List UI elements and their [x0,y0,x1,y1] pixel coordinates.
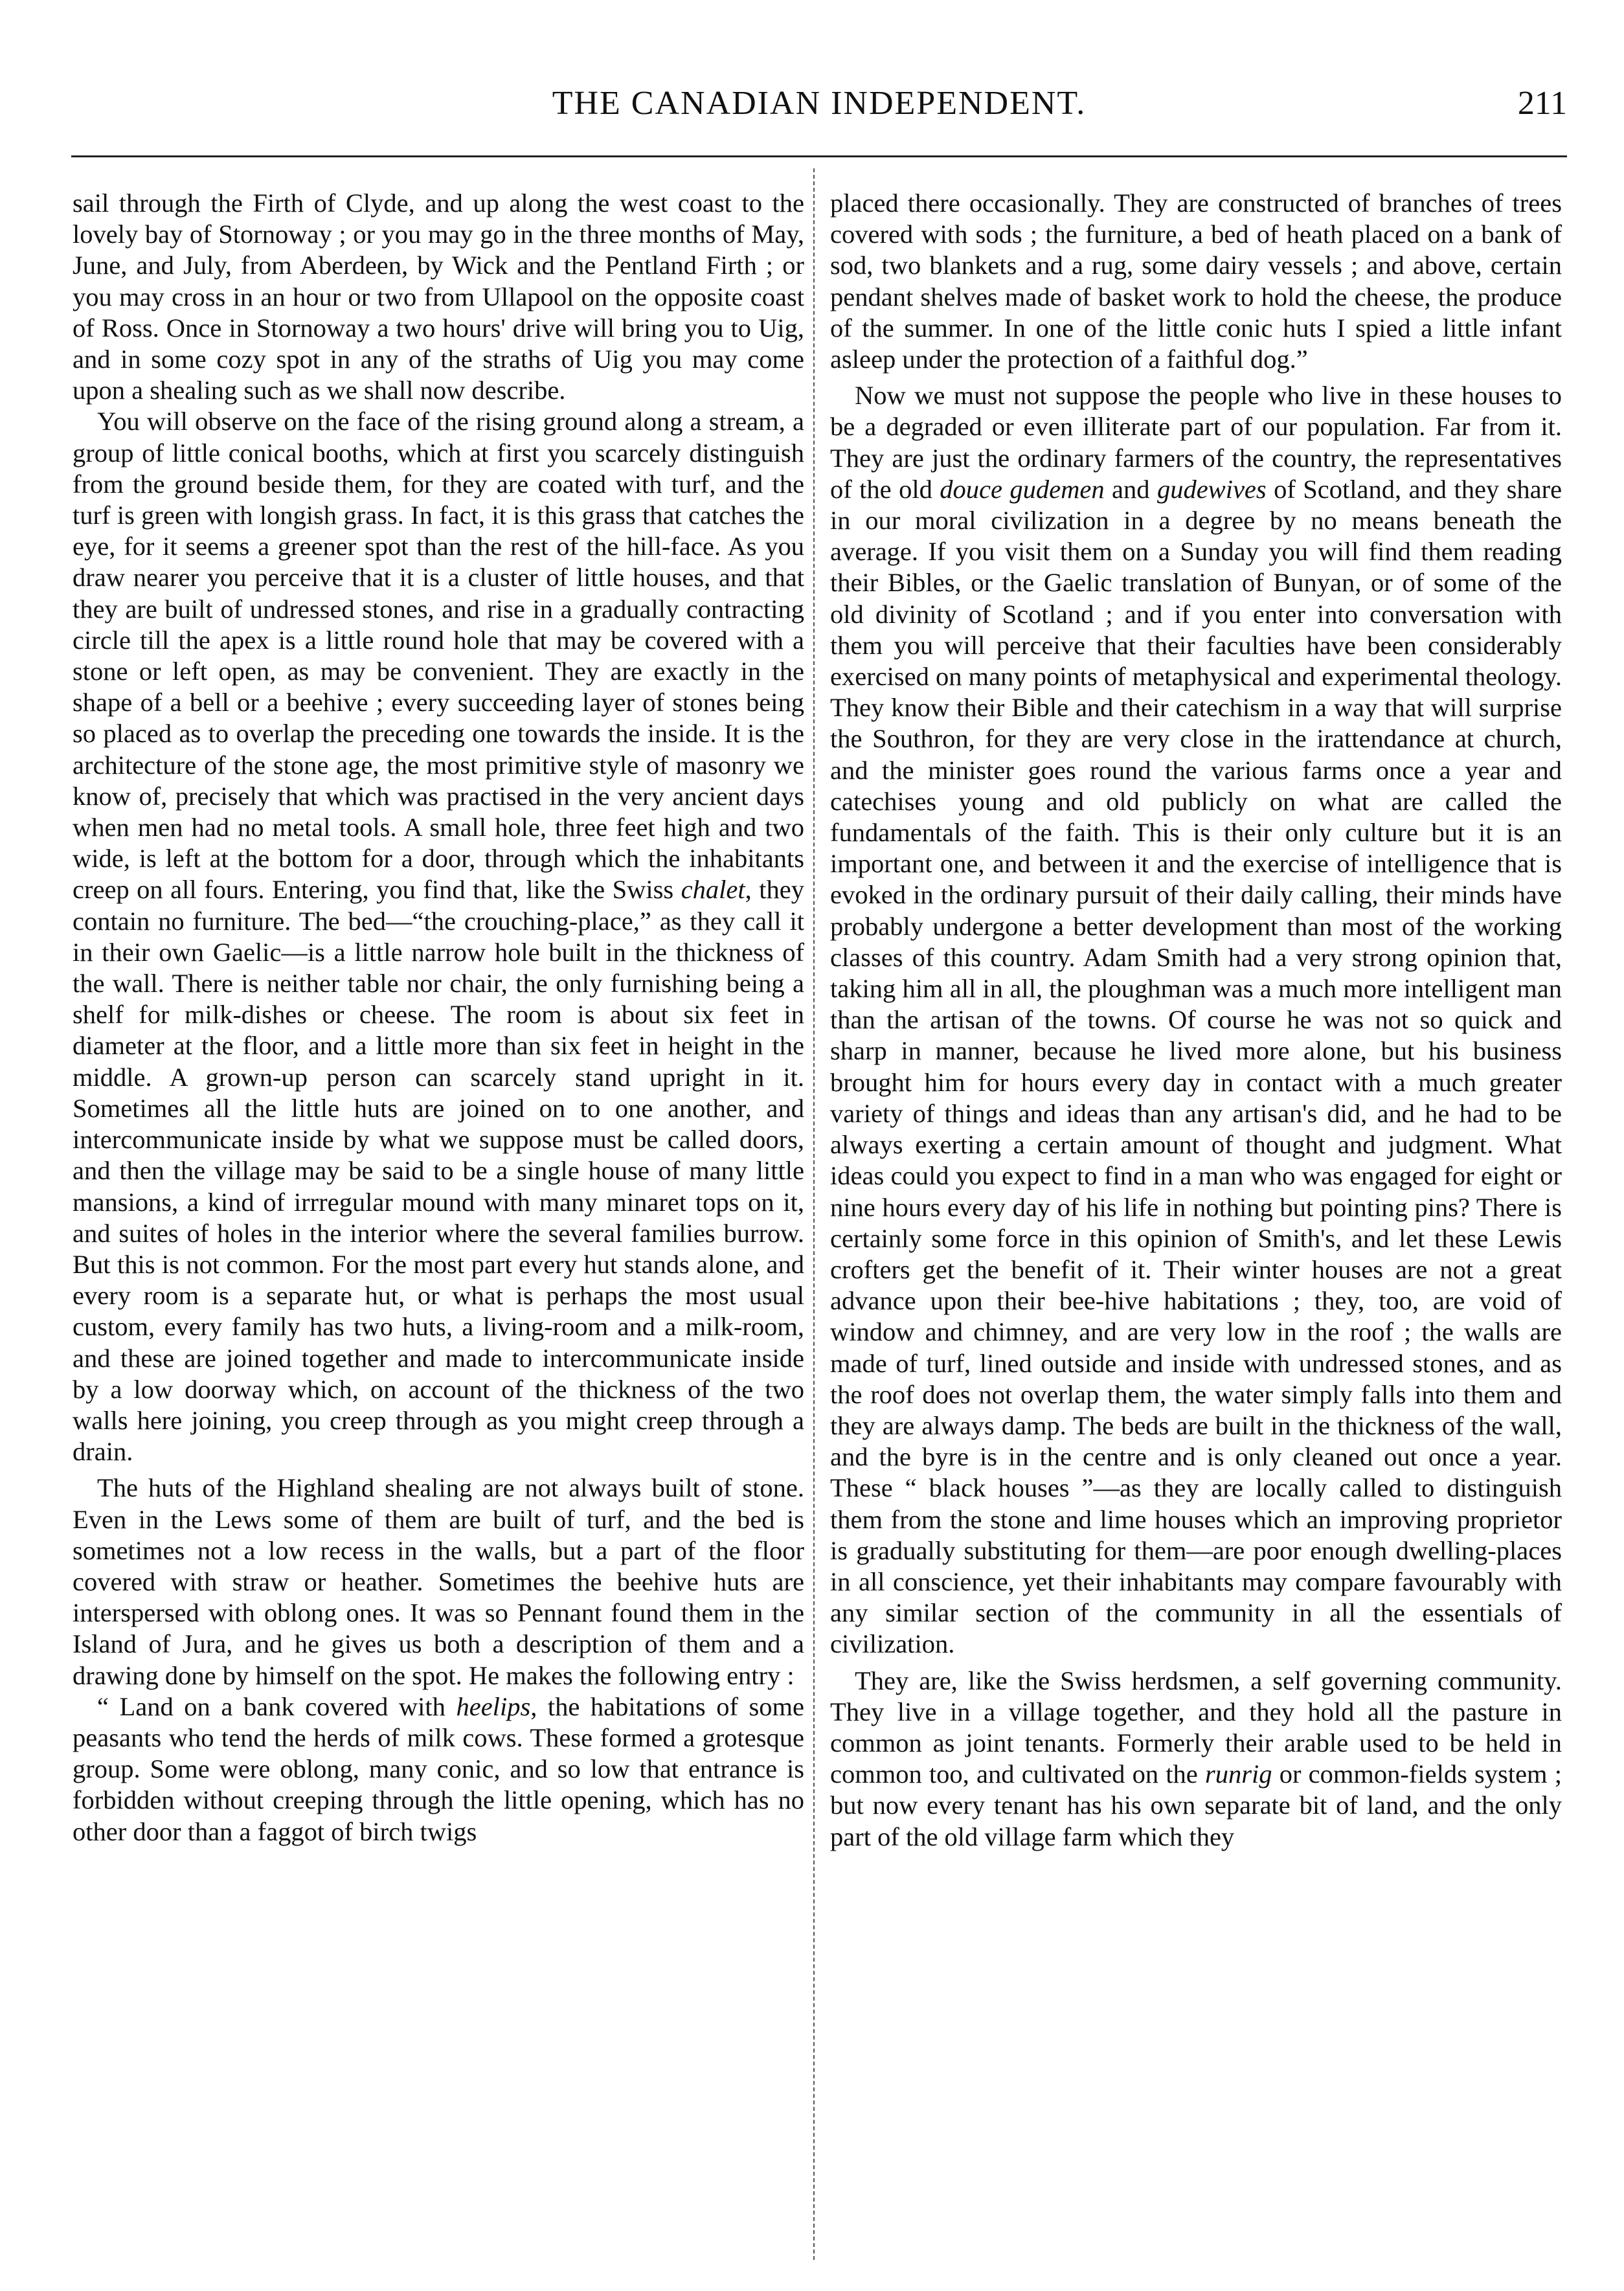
paragraph-text: You will observe on the face of the rising ground along a stream, a group of little conical booths, which at first you scarcely distinguish from the ground beside them, for they are coated with turf, and the turf is green with longish grass. In fact, it is this grass that catches the eye, for it seems a greener spot than the rest of the hill-face. As you draw nearer you perceive that it is a cluster of little houses, and that they are built of undressed stones, and rise in a gradually contracting circle till the apex is a little round hole that may be covered with a stone or left open, as may be convenient. They are exactly in the shape of a bell or a beehive ; every succeeding layer of stones being so placed as to overlap the preceding one towards the inside. It is the architecture of the stone age, the most primitive style of masonry we know of, precisely that which was practised in the very ancient days when men had no metal tools. A small hole, three feet high and two wide, is left at the bottom for a door, through which the inhabitants creep on all fours. Entering, you find that, like the Swiss [73,407,804,905]
italic-word: gudewives [1156,474,1267,504]
paragraph [73,188,804,406]
paragraph-text: placed there occasionally. They are constructed of branches of trees covered with sods ; the furniture, a bed of heath placed on a bank of sod, two blankets and a rug, some dairy vessels ; and above, certain pendant shelves made of basket work to hold the cheese, the produce of the summer. In one of the little conic huts I spied a little infant asleep under the protection of a faithful dog.” [830,188,1562,374]
paragraph [73,1473,804,1691]
quotation-paragraph [73,1691,804,1847]
paragraph-text: or common-fields system ; but now every tenant has his own separate bit of land, and the only part of the old village farm which they [830,1759,1562,1851]
page-header [71,78,1567,130]
paragraph-text: and [1112,474,1150,504]
italic-word: runrig [1204,1759,1272,1789]
paragraph-text: Now we must not suppose the people who live in these houses to be a degraded or even illiterate part of our population. Far from it. They are just the ordinary farmers of the country, the representatives of the old [830,381,1562,504]
paragraph-text: , the habitations of some peasants who tend the herds of milk cows. These formed a grotesque group. Some were oblong, many conic, and so low that entrance is forbidden without creeping through the little opening, which has no other door than a faggot of birch twigs [73,1691,804,1846]
left-column [73,188,804,1847]
running-title: THE CANADIAN INDEPENDENT. [552,85,1087,122]
paragraph-text: , they contain no furniture. The bed—“the crouching-place,” as they call it in their own Gaelic—is a little narrow hole built in the thickness of the wall. There is neither table nor chair, the only furnishing being a shelf for milk-dishes or cheese. The room is about six feet in diameter at the floor, and a little more than six feet in height in the middle. A grown-up person can scarcely stand upright in it. Sometimes all the little huts are joined on to one another, and intercommunicate inside by what we suppose must be called doors, and then the village may be said to be a single house of many little mansions, a kind of irrregular mound with many minaret tops on it, and suites of holes in the interior where the several families burrow. But this is not common. For the most part every hut stands alone, and every room is a separate hut, or what is perhaps the most usual custom, every family has two huts, a living-room and a milk-room, and these are joined together and made to intercommunicate inside by a low doorway which, on account of the thickness of the two walls here joining, you creep through as you might creep through a drain. [73,875,804,1467]
paragraph [830,380,1562,1660]
right-column [830,188,1562,1853]
paragraph-text: The huts of the Highland shealing are not always built of stone. Even in the Lews some of them are built of turf, and the bed is sometimes not a low recess in the walls, but a part of the floor covered with straw or heather. Sometimes the beehive huts are interspersed with oblong ones. It was so Pennant found them in the Island of Jura, and he gives us both a description of them and a drawing done by himself on the spot. He makes the following entry : [73,1473,804,1690]
italic-phrase: douce gudemen [940,474,1105,504]
paragraph-text: of Scotland, and they share in our moral civilization in a degree by no means beneath the average. If you visit them on a Sunday you will find them reading their Bibles, or the Gaelic translation of Bunyan, or of some of the old divinity of Scotland ; and if you enter into conversation with them you will perceive that their faculties have been considerably exercised on many points of metaphysical and experimental theology. They know their Bible and their catechism in a way that will surprise the Southron, for they are very close in the irattendance at church, and the minister goes round the various farms once a year and catechises young and old publicly on what are called the fundamentals of the faith. This is their only culture but it is an important one, and between it and the exercise of intelligence that is evoked in the ordinary pursuit of their daily calling, their minds have probably undergone a better development than most of the working classes of this country. Adam Smith had a very strong opinion that, taking him all in all, the ploughman was a much more intelligent man than the artisan of the towns. Of course he was not so quick and sharp in manner, because he lived more alone, but his business brought him for hours every day in contact with a much greater variety of things and ideas than any artisan's did, and he had to be always exerting a certain amount of thought and judgment. What ideas could you expect to find in a man who was engaged for eight or nine hours every day of his life in nothing but pointing pins? There is certainly some force in this opinion of Smith's, and let these Lewis crofters get the benefit of it. Their winter houses are not a great advance upon their bee-hive habitations ; they, too, are void of window and chimney, and are very low in the roof ; the walls are made of turf, lined outside and inside with undressed stones, and as the roof does not overlap them, the water simply falls into them and they are always damp. The beds are built in the thickness of the wall, and the byre is in the centre and is only cleaned out once a year. These “ black houses ”—as they are locally called to distinguish them from the stone and lime houses which an improving proprietor is gradually substituting for them—are poor enough dwelling-places in all conscience, yet their inhabitants may compare favourably with any similar section of the community in all the essentials of civilization. [830,474,1562,1659]
header-rule [71,155,1567,157]
paragraph [73,406,804,1467]
italic-word: chalet [681,875,745,905]
paragraph [830,1665,1562,1853]
paragraph-text: They are, like the Swiss herdsmen, a self governing community. They live in a village together, and they hold all the pasture in common as joint tenants. Formerly their arable used to be held in common too, and cultivated on the [830,1665,1562,1789]
column-divider [813,168,815,2260]
paragraph [830,188,1562,375]
page-number: 211 [1517,85,1567,122]
paragraph-text: “ Land on a bank covered with [97,1691,445,1721]
italic-word: heelips [456,1691,531,1721]
paragraph-text: sail through the Firth of Clyde, and up along the west coast to the lovely bay of Stornoway ; or you may go in the three months of May, June, and July, from Aberdeen, by Wick and the Pentland Firth ; or you may cross in an hour or two from Ullapool on the opposite coast of Ross. Once in Stornoway a two hours' drive will bring you to Uig, and in some cozy spot in any of the straths of Uig you may come upon a shealing such as we shall now describe. [73,188,804,405]
